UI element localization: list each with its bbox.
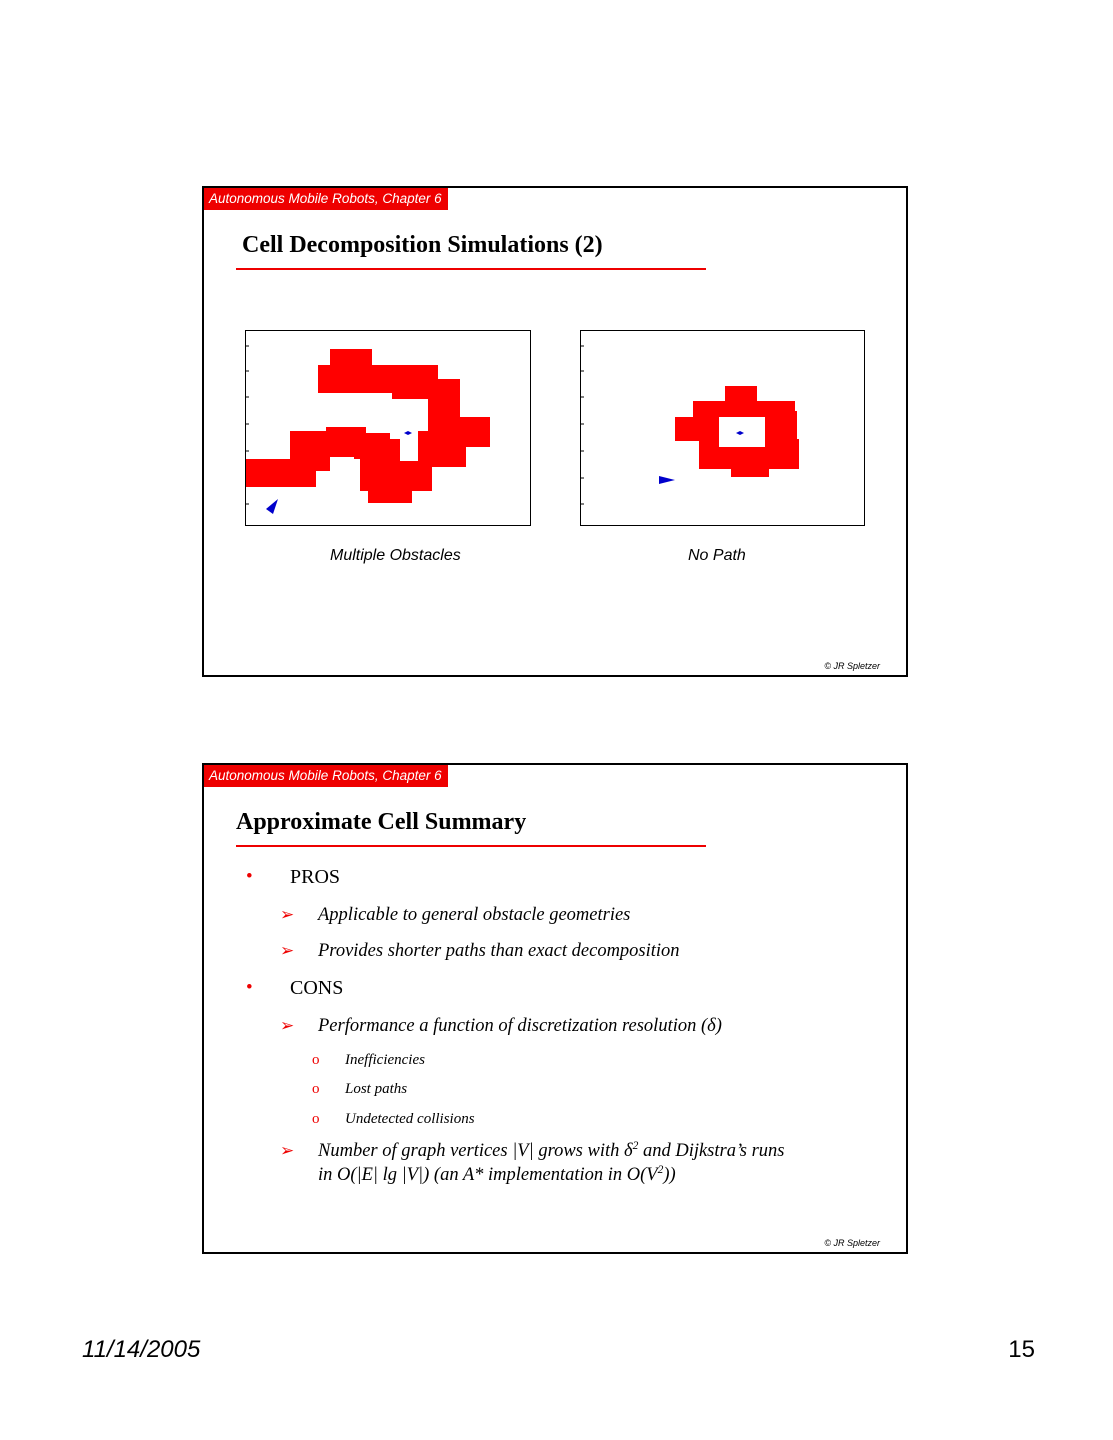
copyright: © JR Spletzer: [824, 1238, 880, 1248]
page-number: 15: [1008, 1336, 1035, 1363]
sub-list-item-text: Undetected collisions: [345, 1111, 475, 1127]
figure-caption: Multiple Obstacles: [330, 547, 461, 564]
slide-approximate-cell-summary: [202, 763, 908, 1254]
list-item-text: Performance a function of discretization resolution (δ): [318, 1016, 722, 1036]
axis-ticks: [581, 346, 584, 504]
slide-title: Approximate Cell Summary: [236, 809, 527, 835]
slide-title: Cell Decomposition Simulations (2): [242, 232, 603, 258]
robot-icon: [266, 499, 278, 514]
list-item-text: Provides shorter paths than exact decomposition: [318, 941, 680, 961]
arrow-bullet-icon: ➢: [280, 1016, 295, 1035]
slide-header-tag: Autonomous Mobile Robots, Chapter 6: [204, 765, 448, 787]
list-item-text-line1: Number of graph vertices |V| grows with $\delta^2$ and Dijkstra’s runs: [318, 1139, 785, 1161]
robot-icon: [659, 476, 675, 484]
simulation-multiple-obstacles: [245, 330, 531, 526]
simulation-plot: [581, 331, 866, 527]
arrow-bullet-icon: ➢: [280, 905, 295, 924]
bullet-dot-icon: •: [246, 866, 253, 887]
simulation-no-path: [580, 330, 865, 526]
circle-bullet-icon: o: [312, 1111, 320, 1127]
list-item-text-line2: in O(|E| lg |V|) (an A* implementation in $O(V^2)$): [318, 1163, 676, 1185]
title-underline: [236, 268, 706, 270]
sub-list-item-text: Inefficiencies: [345, 1052, 425, 1068]
figure-caption: No Path: [688, 547, 746, 564]
sub-list-item-text: Lost paths: [345, 1081, 408, 1097]
title-underline: [236, 845, 706, 847]
arrow-bullet-icon: ➢: [280, 1141, 295, 1160]
list-item-label: PROS: [290, 866, 341, 888]
bullet-dot-icon: •: [246, 977, 253, 998]
slide-cell-decomposition: [202, 186, 908, 677]
copyright: © JR Spletzer: [824, 661, 880, 671]
circle-bullet-icon: o: [312, 1052, 320, 1068]
list-item-label: CONS: [290, 977, 344, 999]
slide-header-tag: Autonomous Mobile Robots, Chapter 6: [204, 188, 448, 210]
list-item-text: Applicable to general obstacle geometries: [318, 905, 631, 925]
obstacle-cells: [246, 349, 490, 503]
footer-date: 11/14/2005: [82, 1336, 201, 1363]
simulation-plot: [246, 331, 532, 527]
arrow-bullet-icon: ➢: [280, 941, 295, 960]
goal-marker: [404, 431, 412, 435]
circle-bullet-icon: o: [312, 1081, 320, 1097]
